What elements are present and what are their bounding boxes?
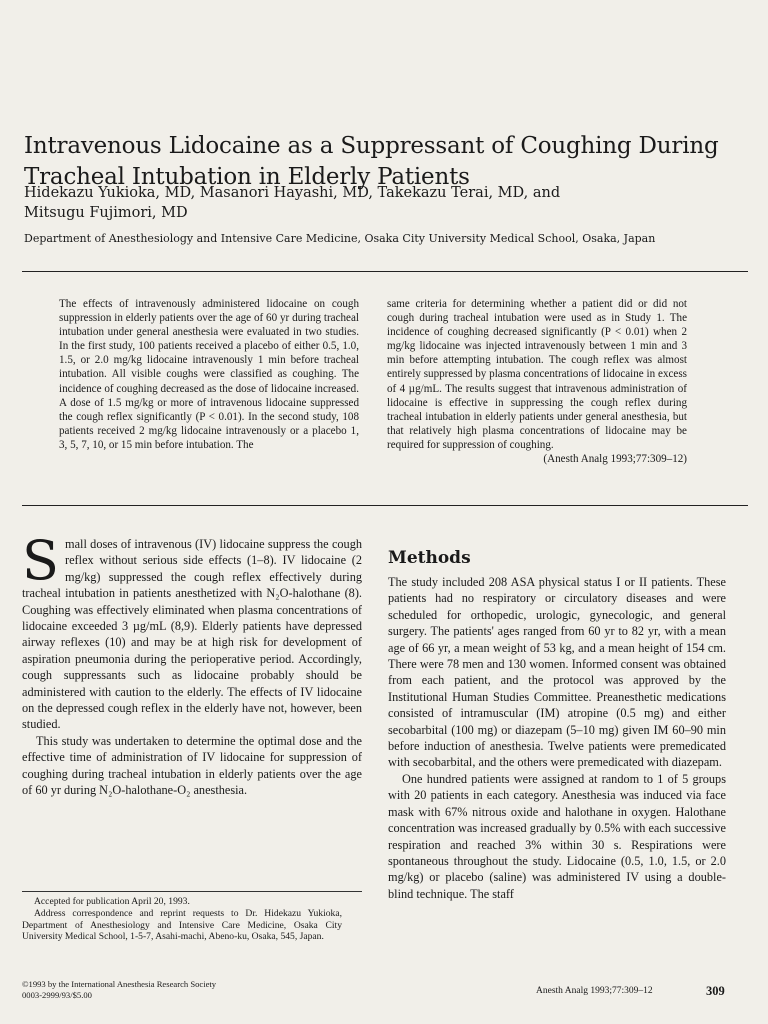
abstract-citation: (Anesth Analg 1993;77:309–12)	[543, 453, 687, 466]
abstract-left-column: The effects of intravenously administered lidocaine on cough suppression in elderly patients over the age of 60 yr during tracheal intubation under general anesthesia were evaluated in two studies. In the first study, 100 patients received a placebo of either 0.5, 1.0, 1.5, or 2.0 mg/kg lidocaine intravenously 1 min before tracheal intubation. All visible coughs were classified as coughing. The incidence of coughing decreased as the dose of lidocaine increased. A dose of 1.5 mg/kg or more of intravenous lidocaine suppressed the cough reflex significantly (P < 0.01). In the second study, 108 patients received 2 mg/kg lidocaine intravenously or a placebo 1, 3, 5, 7, 10, or 15 min before intubation. The	[59, 298, 359, 451]
intro-paragraph	[22, 529, 362, 733]
abstract-divider	[22, 505, 748, 506]
page-number: 309	[706, 984, 725, 998]
abstract-right-text: same criteria for determining whether a patient did or did not cough during tracheal intubation were used as in Study 1. The incidence of coughing decreased significantly (P < 0.01) when 2 mg/kg lidocaine was injected intravenously between 1 min and 3 min before attempting intubation. The cough reflex was almost entirely suppressed by plasma concentrations of lidocaine in excess of 4 µg/mL. The results suggest that intravenous administration of lidocaine is effective in suppressing the cough reflex during tracheal intubation in elderly patients under general anesthesia, but that relatively high plasma concentrations of lidocaine may be required for suppression of coughing.	[387, 298, 687, 451]
article-title-line: Intravenous Lidocaine as a Suppressant of Coughing During	[24, 133, 719, 160]
intro-paragraph-text: mall doses of intravenous (IV) lidocaine suppress the cough reflex without serious side effects (1–8). IV lidocaine (2 mg/kg) suppressed the cough reflex effectively during tracheal intubation in patients anesthetized with N₂O-halothane (8). Coughing was effectively eliminated when plasma concentrations of lidocaine exceeded 3 µg/mL (8,9). Elderly patients have depressed airway reflexes (10) and may be at high risk for development of aspiration pneumonia during the perioperative period. Accordingly, cough suppressants such as lidocaine probably should be administered with caution to the elderly. The effects of IV lidocaine on the depressed cough reflex in the elderly have not, however, been studied.	[22, 537, 362, 732]
copyright-notice	[22, 979, 322, 1000]
methods-paragraph: One hundred patients were assigned at random to 1 of 5 groups with 20 patients in each category. Anesthesia was induced via face mask with 67% nitrous oxide and halothane in oxygen. Halothane concentration was increased gradually by 0.5% with each successive respiration and reached 3% within 30 s. Respirations were spontaneous throughout the study. Lidocaine (0.5, 1.0, 1.5, or 2.0 mg/kg) or placebo (saline) was administered IV using a double-blind technique. The staff	[388, 771, 726, 901]
header-divider	[22, 271, 748, 272]
article-title-line: Tracheal Intubation in Elderly Patients	[24, 164, 470, 191]
author-line: Mitsugu Fujimori, MD	[24, 205, 188, 221]
footnote	[22, 896, 342, 943]
footnote-accepted: Accepted for publication April 20, 1993.	[34, 896, 190, 907]
footnote-correspondence: Address correspondence and reprint requests to Dr. Hidekazu Yukioka, Department of Anesthesiology and Intensive Care Medicine, Osaka City University Medical School, 1-5-7, Asahi-machi, Abeno-ku, Osaka, 545, Japan.	[22, 907, 342, 943]
footnote-divider	[22, 891, 362, 892]
affiliation: Department of Anesthesiology and Intensive Care Medicine, Osaka City University Medical School, Osaka, Japan	[24, 232, 656, 245]
author-line: Hidekazu Yukioka, MD, Masanori Hayashi, MD, Takekazu Terai, MD, and	[24, 185, 561, 201]
copyright-line: 0003-2999/93/$5.00	[22, 989, 92, 1000]
methods-column	[388, 574, 726, 902]
methods-paragraph: The study included 208 ASA physical status I or II patients. These patients had no respiratory or circulatory diseases and were scheduled for orthopedic, urologic, gynecologic, and general surgery. The patients' ages ranged from 60 yr to 82 yr, with a mean age of 66 yr, a mean weight of 53 kg, and a mean height of 154 cm. There were 78 men and 130 women. Informed consent was obtained from each patient, and the protocol was approved by the Institutional Human Studies Committee. Preanesthetic medications consisted of intramuscular (IM) atropine (0.5 mg) and either secobarbital (100 mg) or diazepam (5–10 mg) given IM 60–90 min before induction of anesthesia. Twelve patients were premedicated with secobarbital, and the others were premedicated with diazepam.	[388, 575, 726, 770]
abstract-right-column	[387, 297, 687, 466]
methods-heading: Methods	[388, 548, 471, 569]
running-footer: Anesth Analg 1993;77:309–12	[536, 986, 653, 996]
copyright-line: ©1993 by the International Anesthesia Research Society	[22, 979, 217, 989]
author-list	[24, 183, 744, 223]
intro-paragraph: This study was undertaken to determine the optimal dose and the effective time of administration of IV lidocaine for suppression of coughing during tracheal intubation in elderly patients over the age of 60 yr during N₂O-halothane-O₂ anesthesia.	[22, 733, 362, 798]
drop-cap: S	[22, 529, 59, 592]
introduction-column	[22, 529, 362, 799]
